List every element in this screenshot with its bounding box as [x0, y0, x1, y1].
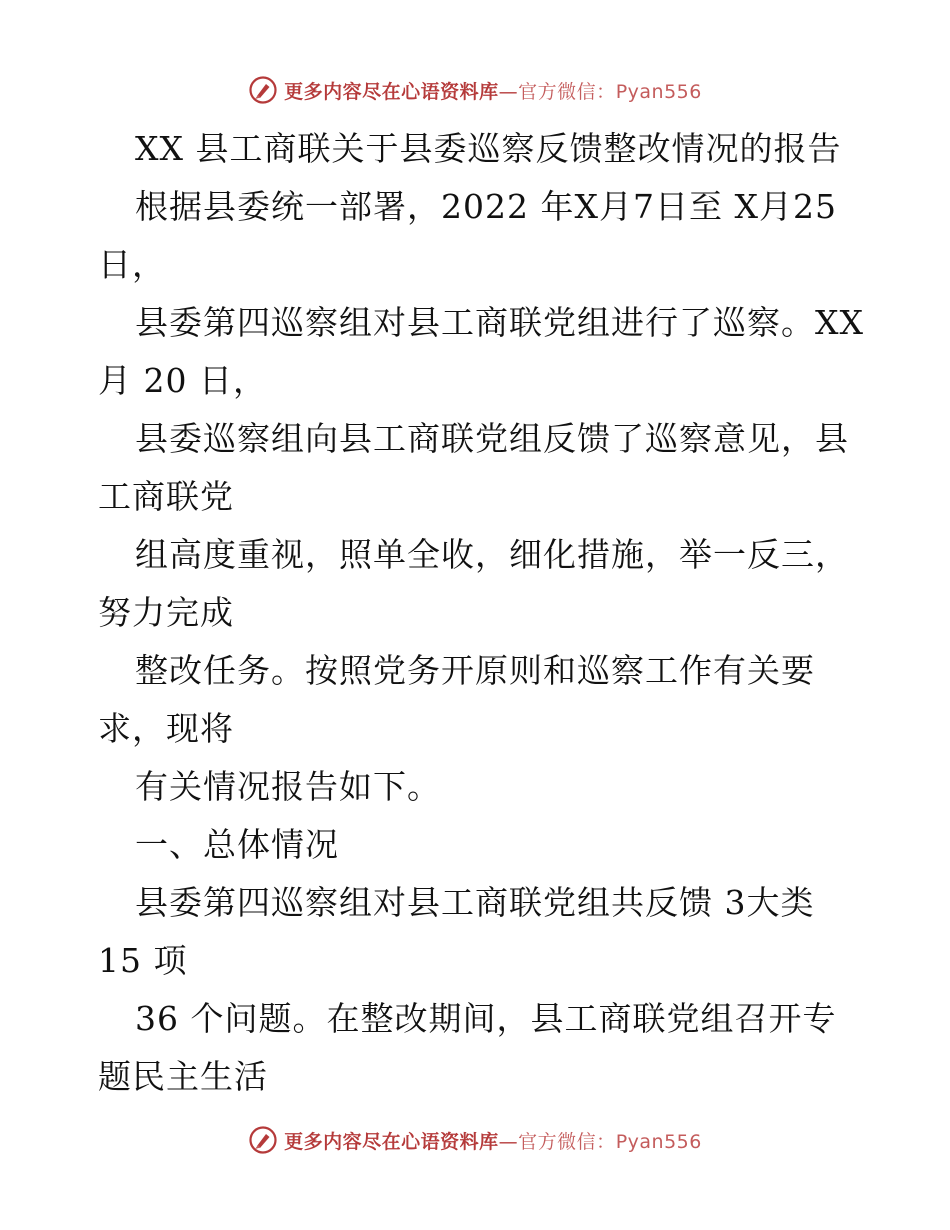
- pen-nib-circle-icon: [248, 75, 278, 105]
- watermark-text: [284, 1127, 702, 1154]
- paragraph-line: 求，现将: [98, 709, 234, 748]
- document-title: XX 县工商联关于县委巡察反馈整改情况的报告: [135, 129, 842, 168]
- section-heading: 一、总体情况: [135, 825, 339, 864]
- paragraph-line: 有关情况报告如下。: [135, 767, 441, 806]
- paragraph-line: 根据县委统一部署，2022 年X月7日至 X月25: [135, 187, 837, 226]
- watermark-wechat-label: 官方微信：: [518, 80, 616, 103]
- watermark-wechat-id: Pyan556: [615, 80, 702, 103]
- watermark-wechat-label: 官方微信：: [518, 1130, 616, 1153]
- paragraph-line: 题民主生活: [98, 1057, 268, 1096]
- paragraph-line: 15 项: [98, 941, 188, 980]
- watermark-text: [284, 77, 702, 104]
- document-body: [98, 120, 864, 1106]
- pen-nib-circle-icon: [248, 1125, 278, 1155]
- paragraph-line: 整改任务。按照党务开原则和巡察工作有关要: [135, 651, 815, 690]
- paragraph-line: 努力完成: [98, 593, 234, 632]
- watermark-banner-top: [0, 70, 950, 110]
- paragraph-line: 县委第四巡察组对县工商联党组进行了巡察。XX: [135, 303, 864, 342]
- paragraph-line: 县委第四巡察组对县工商联党组共反馈 3大类: [135, 883, 815, 922]
- watermark-banner-bottom: [0, 1120, 950, 1160]
- paragraph-line: 36 个问题。在整改期间，县工商联党组召开专: [135, 999, 837, 1038]
- watermark-dash: —: [498, 1130, 519, 1153]
- paragraph-line: 组高度重视，照单全收，细化措施，举一反三，: [135, 535, 849, 574]
- watermark-wechat-id: Pyan556: [615, 1130, 702, 1153]
- paragraph-line: 月 20 日，: [98, 361, 267, 400]
- watermark-dash: —: [498, 80, 519, 103]
- paragraph-line: 日，: [98, 245, 166, 284]
- watermark-library-text: 更多内容尽在心语资料库: [284, 1130, 499, 1153]
- paragraph-line: 工商联党: [98, 477, 234, 516]
- watermark-library-text: 更多内容尽在心语资料库: [284, 80, 499, 103]
- paragraph-line: 县委巡察组向县工商联党组反馈了巡察意见，县: [135, 419, 849, 458]
